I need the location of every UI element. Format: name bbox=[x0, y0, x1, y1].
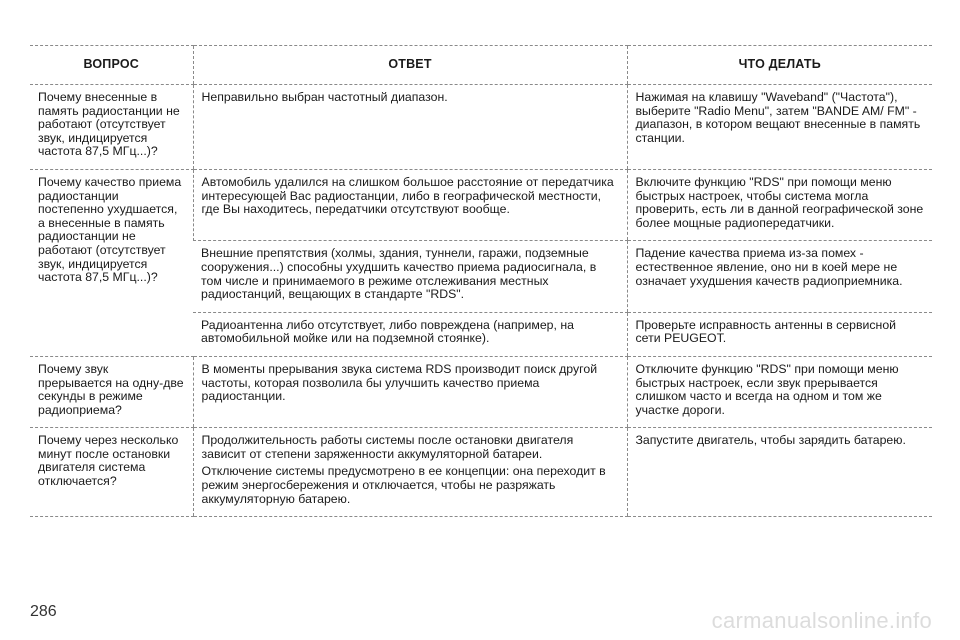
action-cell: Проверьте исправность антенны в сервисной сети PEUGEOT. bbox=[627, 312, 932, 356]
question-cell: Почему качество приема радиостанции постепенно ухудшается, а внесенные в память радиостанции не работают (отсутствует звук, индицируется частота 87,5 МГц...)? bbox=[30, 169, 193, 356]
answer-paragraph: В моменты прерывания звука система RDS производит поиск другой частоты, которая позволила бы улучшить качество приема радиостанции. bbox=[201, 361, 598, 404]
header-action: ЧТО ДЕЛАТЬ bbox=[627, 46, 932, 85]
answer-paragraph: Внешние препятствия (холмы, здания, туннели, гаражи, подземные сооружения...) способны ухудшить качество приема радиосигнала, в том числе и принимаемого в режиме отслеживания местных радиостанций, вещающих в стандарте "RDS". bbox=[201, 246, 597, 302]
answer-cell bbox=[193, 356, 627, 427]
answer-cell bbox=[193, 169, 627, 240]
answer-cell bbox=[193, 428, 627, 517]
faq-table bbox=[30, 45, 932, 517]
action-cell: Запустите двигатель, чтобы зарядить батарею. bbox=[627, 428, 932, 517]
faq-body bbox=[30, 85, 932, 517]
table-row bbox=[30, 356, 932, 427]
action-cell: Отключите функцию "RDS" при помощи меню быстрых настроек, если звук прерывается слишком часто и всегда на одном и том же участке дороги. bbox=[627, 356, 932, 427]
question-cell: Почему звук прерывается на одну-две секунды в режиме радиоприема? bbox=[30, 356, 193, 427]
action-cell: Нажимая на клавишу "Waveband" ("Частота"), выберите "Radio Menu", затем "BANDE AM/ FM" - диапазон, в котором вещают внесенные в память станции. bbox=[627, 85, 932, 170]
header-row bbox=[30, 46, 932, 85]
header-question: ВОПРОС bbox=[30, 46, 193, 85]
answer-paragraph: Отключение системы предусмотрено в ее концепции: она переходит в режим энергосбережения и отключается, чтобы не разряжать аккумуляторную батарею. bbox=[201, 464, 606, 506]
answer-cell bbox=[193, 241, 627, 312]
action-cell: Падение качества приема из-за помех - естественное явление, оно ни в коей мере не означает ухудшения качеств радиоприемника. bbox=[627, 241, 932, 312]
answer-cell bbox=[193, 312, 627, 356]
answer-cell bbox=[193, 85, 627, 170]
question-cell: Почему внесенные в память радиостанции не работают (отсутствует звук, индицируется частота 87,5 МГц...)? bbox=[30, 85, 193, 170]
page-number: 286 bbox=[30, 603, 57, 620]
table-row bbox=[30, 85, 932, 170]
answer-paragraph: Радиоантенна либо отсутствует, либо повреждена (например, на автомобильной мойке или на подземной стоянке). bbox=[201, 317, 574, 346]
watermark: carmanualsonline.info bbox=[711, 608, 932, 633]
header-answer: ОТВЕТ bbox=[193, 46, 627, 85]
table-row bbox=[30, 169, 932, 240]
question-cell: Почему через несколько минут после остановки двигателя система отключается? bbox=[30, 428, 193, 517]
action-cell: Включите функцию "RDS" при помощи меню быстрых настроек, чтобы система могла проверить, есть ли в данной географической зоне более мощные радиопередатчики. bbox=[627, 169, 932, 240]
answer-paragraph: Продолжительность работы системы после остановки двигателя зависит от степени заряженности аккумуляторной батареи. bbox=[201, 433, 574, 461]
answer-paragraph: Автомобиль удалился на слишком большое расстояние от передатчика интересующей Вас радиостанции, либо в географической местности, где Вы находитесь, передатчики отсутствуют вообще. bbox=[201, 174, 614, 217]
answer-paragraph: Неправильно выбран частотный диапазон. bbox=[201, 90, 448, 104]
table-row bbox=[30, 428, 932, 517]
